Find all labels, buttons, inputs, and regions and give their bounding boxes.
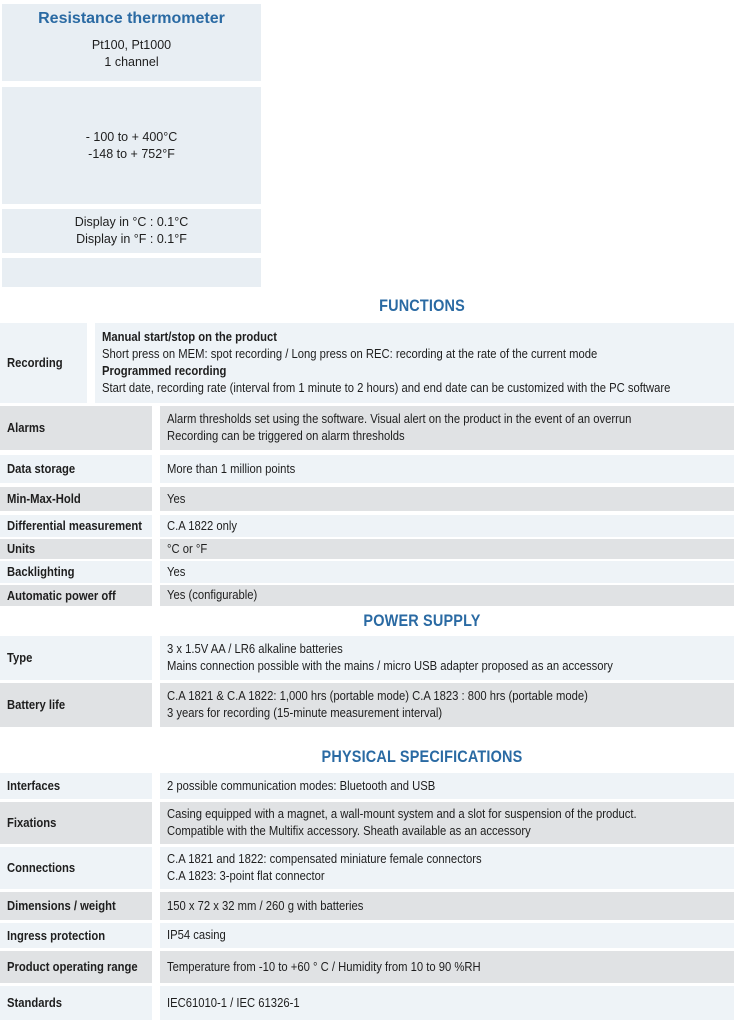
row-label: Backlighting <box>0 561 152 583</box>
row-label: Min-Max-Hold <box>0 487 152 511</box>
table-row <box>0 561 734 583</box>
table-row <box>0 892 734 920</box>
table-row <box>0 986 734 1020</box>
table-row <box>0 455 734 483</box>
resolution-celsius: Display in °C : 0.1°C <box>74 215 189 229</box>
row-value: More than 1 million points <box>160 455 734 483</box>
row-label: Fixations <box>0 802 152 844</box>
row-label: Alarms <box>0 406 152 450</box>
table-row <box>0 585 734 606</box>
row-value: IEC61010-1 / IEC 61326-1 <box>160 986 734 1020</box>
table-row <box>0 683 734 727</box>
row-label: Type <box>0 636 152 680</box>
row-label: Dimensions / weight <box>0 892 152 920</box>
row-label: Units <box>0 539 152 559</box>
row-value: IP54 casing <box>160 923 734 948</box>
table-row <box>0 951 734 983</box>
channel-count: 1 channel <box>104 54 159 69</box>
resolution-fahrenheit: Display in °F : 0.1°F <box>76 232 187 246</box>
range-box <box>2 87 261 204</box>
sensor-box <box>2 4 261 81</box>
table-row <box>0 773 734 799</box>
row-label: Automatic power off <box>0 585 152 606</box>
row-value: Manual start/stop on the product Short press on MEM: spot recording / Long press on REC: recording at the rate of the current mode Programmed recording Start date, recording rate (interval from 1 minute to 2 hours) and end date can be customized with the PC software <box>95 323 734 403</box>
power-supply-heading: POWER SUPPLY <box>363 611 481 630</box>
physical-specs-heading: PHYSICAL SPECIFICATIONS <box>321 747 523 766</box>
row-label: Recording <box>0 323 87 403</box>
row-value: °C or °F <box>160 539 734 559</box>
row-value: Yes <box>160 561 734 583</box>
row-label: Data storage <box>0 455 152 483</box>
table-row <box>0 406 734 450</box>
table-row <box>0 802 734 844</box>
table-row <box>0 323 734 403</box>
row-value: 3 x 1.5V AA / LR6 alkaline batteries Mains connection possible with the mains / micro USB adapter proposed as an accessory <box>160 636 734 680</box>
functions-heading: FUNCTIONS <box>379 296 465 315</box>
row-value: Yes (configurable) <box>160 585 734 606</box>
row-label: Standards <box>0 986 152 1020</box>
table-row <box>0 923 734 948</box>
row-label: Product operating range <box>0 951 152 983</box>
row-value: C.A 1822 only <box>160 515 734 537</box>
row-value: C.A 1821 and 1822: compensated miniature female connectors C.A 1823: 3-point flat connector <box>160 847 734 889</box>
row-value: 2 possible communication modes: Bluetooth and USB <box>160 773 734 799</box>
row-value: C.A 1821 & C.A 1822: 1,000 hrs (portable mode) C.A 1823 : 800 hrs (portable mode) 3 years for recording (15-minute measurement interval) <box>160 683 734 727</box>
row-label: Ingress protection <box>0 923 152 948</box>
table-row <box>0 539 734 559</box>
table-row <box>0 487 734 511</box>
row-value: Casing equipped with a magnet, a wall-mount system and a slot for suspension of the product. Compatible with the Multifix accessory. Sheath available as an accessory <box>160 802 734 844</box>
empty-box <box>2 258 261 287</box>
row-value: Yes <box>160 487 734 511</box>
sensor-type: Pt100, Pt1000 <box>91 37 172 52</box>
row-label: Interfaces <box>0 773 152 799</box>
resolution-box <box>2 209 261 253</box>
table-row <box>0 636 734 680</box>
range-celsius: - 100 to + 400°C <box>85 129 178 144</box>
table-row <box>0 515 734 537</box>
range-fahrenheit: -148 to + 752°F <box>88 146 175 161</box>
row-value: Alarm thresholds set using the software. Visual alert on the product in the event of an overrun Recording can be triggered on alarm thresholds <box>160 406 734 450</box>
row-label: Battery life <box>0 683 152 727</box>
row-value: 150 x 72 x 32 mm / 260 g with batteries <box>160 892 734 920</box>
row-label: Differential measurement <box>0 515 152 537</box>
column-title: Resistance thermometer <box>38 9 225 27</box>
row-label: Connections <box>0 847 152 889</box>
table-row <box>0 847 734 889</box>
row-value: Temperature from -10 to +60 ° C / Humidity from 10 to 90 %RH <box>160 951 734 983</box>
